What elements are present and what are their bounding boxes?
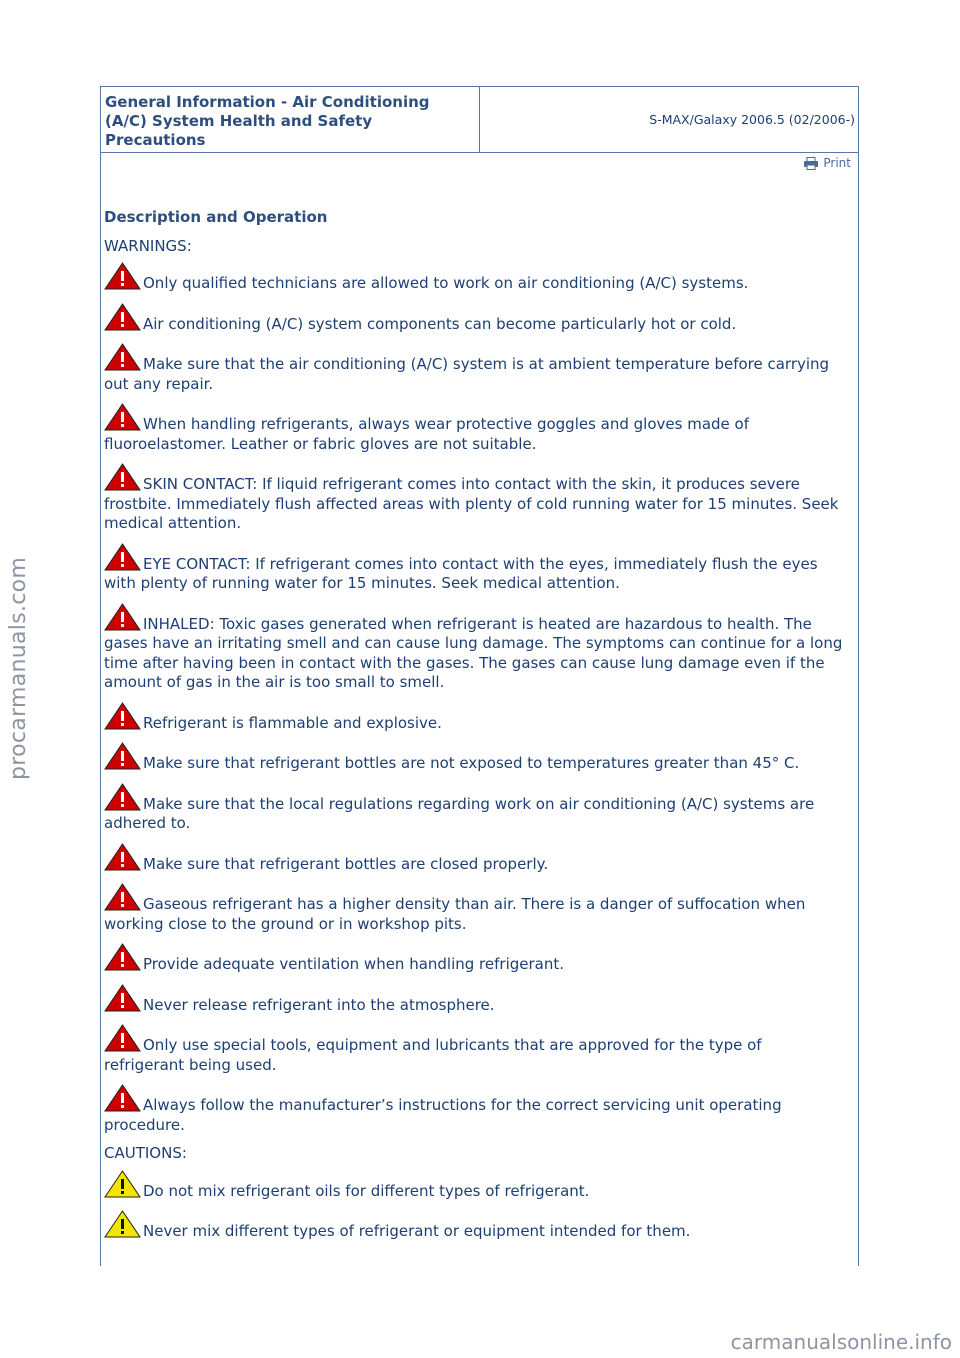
document-header: [100, 86, 859, 153]
print-button[interactable]: [803, 156, 851, 170]
caution-item: [104, 1210, 844, 1242]
caution-icon: [104, 1210, 141, 1238]
warning-icon: [104, 943, 141, 971]
vehicle-model: S-MAX/Galaxy 2006.5 (02/2006-): [649, 112, 855, 127]
warning-icon: [104, 603, 141, 631]
warning-icon: [104, 463, 141, 491]
caution-icon: [104, 1170, 141, 1198]
warning-item-text: When handling refrigerants, always wear protective goggles and gloves made of fluoroelastomer. Leather or fabric gloves are not suitable.: [104, 415, 749, 453]
warning-icon: [104, 1024, 141, 1052]
warning-item-text: Make sure that the air conditioning (A/C) system is at ambient temperature before carrying out any repair.: [104, 355, 830, 393]
warning-item: [104, 603, 844, 693]
print-label: Print: [823, 156, 851, 170]
warning-item: [104, 702, 844, 734]
warning-icon: [104, 843, 141, 871]
document-body: [104, 208, 844, 1251]
caution-item: [104, 1170, 844, 1202]
caution-item-text: Do not mix refrigerant oils for different types of refrigerant.: [143, 1181, 590, 1200]
warning-item: [104, 984, 844, 1016]
warning-item-text: Never release refrigerant into the atmosphere.: [143, 995, 495, 1014]
warning-icon: [104, 702, 141, 730]
warning-item: [104, 262, 844, 294]
page-title: General Information - Air Conditioning (A/C) System Health and Safety Precautions: [100, 87, 480, 152]
warning-item-text: Provide adequate ventilation when handling refrigerant.: [143, 955, 565, 973]
side-watermark: procarmanuals.com: [6, 556, 31, 780]
warning-item: [104, 1024, 844, 1075]
warning-icon: [104, 543, 141, 571]
warning-item: [104, 783, 844, 834]
warning-item: [104, 943, 844, 975]
warning-item-text: SKIN CONTACT: If liquid refrigerant comes into contact with the skin, it produces severe frostbite. Immediately flush affected areas with plenty of cold running water for 15 minutes. Seek medical attention.: [104, 475, 839, 532]
warning-item-text: INHALED: Toxic gases generated when refrigerant is heated are hazardous to health. The gases have an irritating smell and can cause lung damage. The symptoms can continue for a long time after having been in contact with the gases. The gases can cause lung damage even if the amount of gas in the air is too small to smell.: [104, 614, 843, 691]
warning-item: [104, 742, 844, 774]
printer-icon: [803, 157, 819, 170]
warning-item-text: Only qualified technicians are allowed to work on air conditioning (A/C) systems.: [143, 274, 749, 292]
warnings-list: [104, 262, 844, 1135]
warning-item: [104, 463, 844, 534]
warning-item-text: Only use special tools, equipment and lubricants that are approved for the type of refrigerant being used.: [104, 1036, 762, 1074]
warning-icon: [104, 783, 141, 811]
warning-item-text: Refrigerant is flammable and explosive.: [143, 713, 442, 732]
warning-item: [104, 883, 844, 934]
warning-item-text: Air conditioning (A/C) system components can become particularly hot or cold.: [143, 314, 737, 333]
warning-item-text: Always follow the manufacturer’s instructions for the correct servicing unit operating procedure.: [104, 1096, 782, 1134]
warning-icon: [104, 403, 141, 431]
warning-icon: [104, 1084, 141, 1112]
bottom-watermark: carmanualsonline.info: [730, 1330, 952, 1354]
warning-item-text: EYE CONTACT: If refrigerant comes into contact with the eyes, immediately flush the eyes with plenty of running water for 15 minutes. Seek medical attention.: [104, 554, 818, 592]
warning-item-text: Make sure that refrigerant bottles are closed properly.: [143, 854, 549, 873]
warning-item-text: Make sure that the local regulations regarding work on air conditioning (A/C) systems are adhered to.: [104, 794, 815, 832]
section-title: Description and Operation: [104, 208, 328, 226]
warning-icon: [104, 262, 141, 290]
caution-item-text: Never mix different types of refrigerant or equipment intended for them.: [143, 1222, 691, 1240]
warning-item-text: Gaseous refrigerant has a higher density than air. There is a danger of suffocation when working close to the ground or in workshop pits.: [104, 895, 806, 933]
warnings-label: WARNINGS:: [104, 236, 192, 255]
warning-item: [104, 1084, 844, 1135]
warning-icon: [104, 343, 141, 371]
warning-icon: [104, 303, 141, 331]
cautions-label: CAUTIONS:: [104, 1144, 187, 1162]
warning-icon: [104, 883, 141, 911]
warning-item: [104, 303, 844, 335]
warning-item: [104, 343, 844, 394]
cautions-list: [104, 1170, 844, 1242]
warning-item: [104, 843, 844, 875]
warning-icon: [104, 984, 141, 1012]
warning-item: [104, 403, 844, 454]
warning-icon: [104, 742, 141, 770]
warning-item-text: Make sure that refrigerant bottles are not exposed to temperatures greater than 45° C.: [143, 754, 800, 772]
warning-item: [104, 543, 844, 594]
